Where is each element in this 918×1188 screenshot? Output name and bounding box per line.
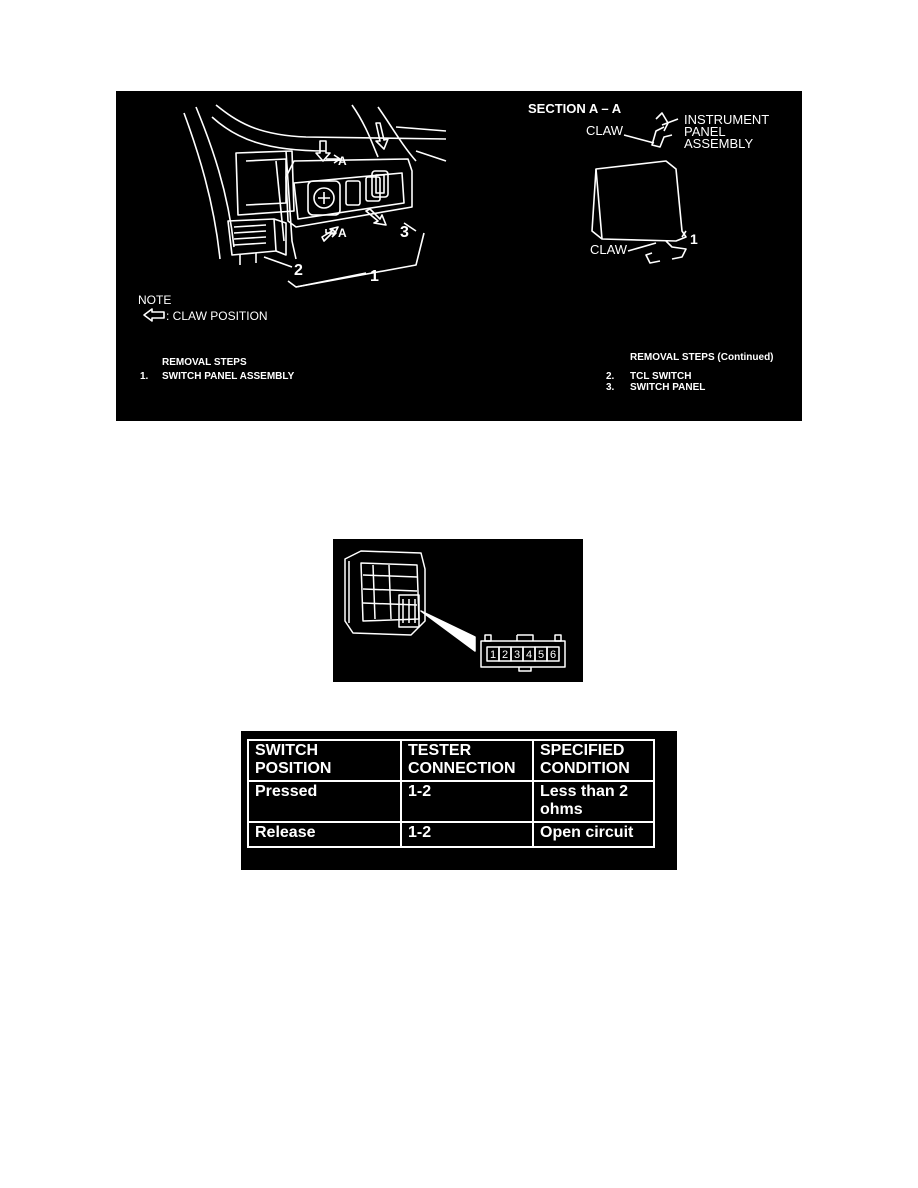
cell-switch-position: Release: [248, 822, 401, 847]
callout-instrument-line3: ASSEMBLY: [684, 136, 754, 151]
header-switch-position: SWITCH POSITION: [248, 740, 401, 781]
cell-specified-condition: Less than 2 ohms: [533, 781, 654, 822]
pin-2: 2: [501, 649, 509, 661]
pin-5: 5: [537, 649, 545, 661]
table-row: [248, 822, 654, 847]
removal-step-3: [606, 382, 705, 393]
callout-claw-top: CLAW: [586, 123, 624, 138]
removal-step-text: SWITCH PANEL: [630, 382, 706, 393]
note-text: : CLAW POSITION: [166, 309, 268, 323]
pin-6: 6: [549, 649, 557, 661]
connector-drawing: [333, 539, 583, 682]
arrow-label-a-top: A: [338, 154, 347, 168]
table-header-row: [248, 740, 654, 781]
cell-switch-position: Pressed: [248, 781, 401, 822]
header-tester-connection: TESTER CONNECTION: [401, 740, 533, 781]
removal-step-text: TCL SWITCH: [630, 371, 692, 382]
table-row: [248, 781, 654, 822]
note-label: NOTE: [138, 293, 172, 307]
callout-instrument-line2: PANEL: [684, 124, 726, 139]
item-1-label: 1: [370, 268, 379, 285]
pin-1: 1: [489, 649, 497, 661]
switch-panel-removal-figure: [116, 91, 802, 421]
removal-step-2: [606, 371, 691, 382]
cell-specified-condition: Open circuit: [533, 822, 654, 847]
removal-step-1: [140, 371, 294, 382]
removal-steps-heading: REMOVAL STEPS: [162, 357, 247, 368]
cell-tester-connection: 1-2: [401, 822, 533, 847]
removal-step-number: 3.: [606, 382, 615, 393]
switch-spec-table-figure: [241, 731, 677, 870]
callout-instrument-line1: INSTRUMENT: [684, 112, 770, 127]
header-specified-condition: SPECIFIED CONDITION: [533, 740, 654, 781]
tcl-switch-connector-figure: [333, 539, 583, 682]
callout-claw-bottom: CLAW: [590, 242, 628, 257]
removal-step-number: 2.: [606, 371, 615, 382]
section-title: SECTION A – A: [528, 101, 622, 116]
removal-steps-continued-heading: REMOVAL STEPS (Continued): [630, 352, 774, 363]
cell-tester-connection: 1-2: [401, 781, 533, 822]
section-item-1: 1: [690, 231, 698, 247]
arrow-label-a-bottom: A: [338, 226, 347, 240]
item-2-label: 2: [294, 262, 303, 279]
pin-3: 3: [513, 649, 521, 661]
removal-step-text: SWITCH PANEL ASSEMBLY: [162, 371, 295, 382]
pin-4: 4: [525, 649, 533, 661]
switch-spec-table: [247, 739, 655, 848]
item-3-label: 3: [400, 224, 409, 241]
removal-step-number: 1.: [140, 371, 149, 382]
